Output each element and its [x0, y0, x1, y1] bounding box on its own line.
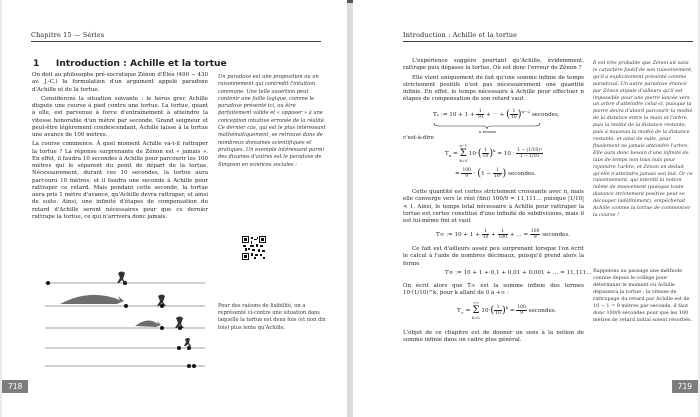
equation-tn-sum: $T_n = n-1$ Σ k=0 10·( $\frac{1}{10}$ )$^k$ = 10 · $\frac{\text{1 − (1/10)ⁿ}}{1 - 1/10}$ = $\frac{100}{9}$ · (1 − $\frac{1}{\text{10ⁿ}}$ ) secondes.	[445, 144, 542, 179]
eq5-rhs: secondes.	[528, 308, 557, 314]
eq1-exponent: n−2	[521, 109, 531, 115]
header-rule	[31, 41, 321, 42]
side-note-method: Rappelons au passage une méthode connue depuis le collège pour déterminer le moment où Achille dépassera la tortue : la vitesse de rattrapage du retard par Achille est de 10 − 1 = 9 mètres par seconde, il faut donc 100/9 secondes pour que les 100 mètres de retard initial soient résorbés.	[593, 268, 693, 323]
left-page	[2, 0, 347, 417]
eq1-ellipsis: + ⋯ +	[485, 112, 505, 118]
paragraph-experience: L'expérience suggère pourtant qu'Achille, évidemment, rattrape puis dépasse la tortue. Où est donc l'erreur de Zénon ?	[403, 58, 584, 72]
paragraph-situation: Considérons la situation suivante : le héros grec Achille dispute une course à pied contre une tortue. La tortue, quant à elle, est parvenue à force d'entraînement à atteindre la vitesse honorable d'un mètre par seconde. Grand seigneur et peut-être légèrement condescendant, Achille laisse à la tortue une avance de 100 mètres.	[32, 95, 208, 138]
eq1-brace-label: n termes	[479, 129, 497, 134]
equation-infinite-series: $T_\infty$ = +∞ Σ k=0 10·( $\frac{1}{10}$ )$^k$ = $\frac{100}{9}$ secondes.	[457, 301, 557, 320]
eq3-rhs: secondes.	[542, 232, 571, 238]
side-note-paradox: Un paradoxe est une proposition ou un raisonnement qui contredit l'intuition commune. Une telle assertion peut contenir une faille logique, comme le paradoxe présenté ici, ou être parfaitement valide et « opposer » à une conception intuitive erronée de la réalité. Ce dernier cas, qui est le plus intéressant mathématiquement, se retrouve dans de nombreux domaines scientifiques et pratiques. Un exemple intéressant parmi des dizaines d'autres est le paradoxe de Simpson en sciences sociales :	[218, 74, 326, 168]
right-text-decimal	[403, 246, 584, 270]
paragraph-race: La course commence. À quel moment Achille va-t-il rattraper la tortue ? La réponse surprenante de Zénon est « jamais ». En effet, il faudra 10 secondes à Achille pour parcourir les 100 mètres qui le séparent du point de départ de la tortue. Nécessairement, durant ces 10 secondes, la tortue aura parcouru 10 mètres, et il faudra une seconde à Achille pour rattraper ce retard. Mais pendant cette seconde, la tortue aura pris 1 mètre d'avance, qu'Achille devra rattraper, et ainsi de suite. Ainsi, une infinité d'étapes de compensation du retard d'Achille seront nécessaires pour que ce dernier rattrape la tortue, ce qui n'arrivera donc jamais.	[32, 141, 208, 220]
section-number: 1	[33, 58, 40, 69]
right-text-middle	[403, 189, 584, 227]
section-heading	[33, 58, 227, 69]
runner-icon	[117, 272, 191, 347]
right-text-bottom	[403, 330, 584, 347]
right-text-top	[403, 58, 584, 106]
equation-decimal: T∞ := 10 + 1 + 0,1 + 0,01 + 0,001 + … = 11,111…	[445, 270, 592, 276]
paragraph-explanation: Elle vient uniquement du fait qu'une somme infinie de temps strictement positifs n'est pas nécessairement une quantité infinie. En effet, le temps nécessaire à Achille pour effectuer n étapes de compensation de son retard vaut	[403, 74, 584, 103]
qr-code-image	[242, 236, 266, 260]
page-number-right: 719	[672, 380, 698, 393]
race-illustration	[40, 268, 210, 368]
paragraph-chapter-goal: L'objet de ce chapitre est de donner un sens à la notion de somme infinie dans un cadre plus général.	[403, 330, 584, 344]
eq2-rhs: secondes.	[508, 171, 536, 177]
header-rule	[403, 41, 693, 42]
side-note-readability: Pour des raisons de lisibilité, on a représenté ci-contre une situation dans laquelle la tortue est deux fois (et non dix fois) plus lente qu'Achille.	[218, 303, 326, 331]
running-header-left: Chapitre 15 — Séries	[31, 31, 105, 39]
equation-tn-definition: Tₙ := 10 + 1 + $\frac{1}{10}$ + ⋯ + ( $\frac{1}{10}$ )$^{n-2}$ n termes secondes,	[433, 109, 560, 134]
right-text-sum	[403, 283, 584, 300]
left-main-text	[32, 72, 208, 223]
paragraph-convergence: Cette quantité est certes strictement croissante avec n, mais elle converge vers le réel (fini) 100/9 = 11,111… puisque |1/10| < 1. Ainsi, le temps total nécessaire à Achille pour rattraper la tortue est certes constitué d'une infinité de subdivisions, mais il est lui-même fini et vaut	[403, 189, 584, 224]
running-header-right: Introduction : Achille et la tortue	[403, 31, 518, 39]
eq1-lhs: Tₙ := 10 + 1 +	[433, 112, 475, 118]
paragraph-decimal: Ce fait est d'ailleurs assez peu surprenant lorsque l'on écrit le calcul à l'aide de nombres décimaux, puisqu'il prend alors la forme	[403, 246, 584, 267]
cest-a-dire-text: c'est-à-dire	[403, 135, 435, 141]
paragraph-intro: On doit au philosophe pré-socratique Zénon d'Élée (490 − 430 av. J.-C.) la formulation d'un argument appelé paradoxe d'Achille et de la tortue.	[32, 72, 208, 93]
side-note-zeno: Il est très probable que Zénon ait saisi le caractère fautif de son raisonnement, qu'il a explicitement présenté comme paradoxal. Un autre paradoxe énoncé par Zénon stipule d'ailleurs qu'il est impossible pour une pierre lancée vers un arbre d'atteindre celui-ci, puisque la pierre devra d'abord parcourir la moitié de la distance entre la main et l'arbre, puis la moitié de la distance restante, puis à nouveau la moitié de la distance restante, et ainsi de suite, pour finalement ne jamais atteindre l'arbre. Elle aura donc besoin d'une infinité de laps de temps non tous nuls pour rejoindre l'arbre, et Zénon en déduit qu'elle n'atteindra jamais son but. Or ce raisonnement, qui interdit la notion même de mouvement (puisque toute distance strictement positive peut se découper indéfiniment), empêcherait Achille comme la tortue de commencer la course !	[593, 60, 693, 218]
right-page	[353, 0, 698, 417]
eq3-lhs: T∞ := 10 + 1 +	[436, 232, 480, 238]
equation-t-infinity: T∞ := 10 + 1 + $\frac{1}{10}$ + $\frac{1}{100}$ + … = $\frac{100}{9}$ secondes.	[436, 229, 571, 240]
page-number-left: 718	[2, 380, 28, 393]
eq1-rhs: secondes,	[531, 112, 560, 118]
paragraph-infinite-sum: On écrit alors que T∞ est la somme infinie des termes 10·(1/10)^k, pour k allant de 0 à +∞ :	[403, 283, 584, 297]
section-title: Introduction : Achille et la tortue	[55, 58, 227, 69]
